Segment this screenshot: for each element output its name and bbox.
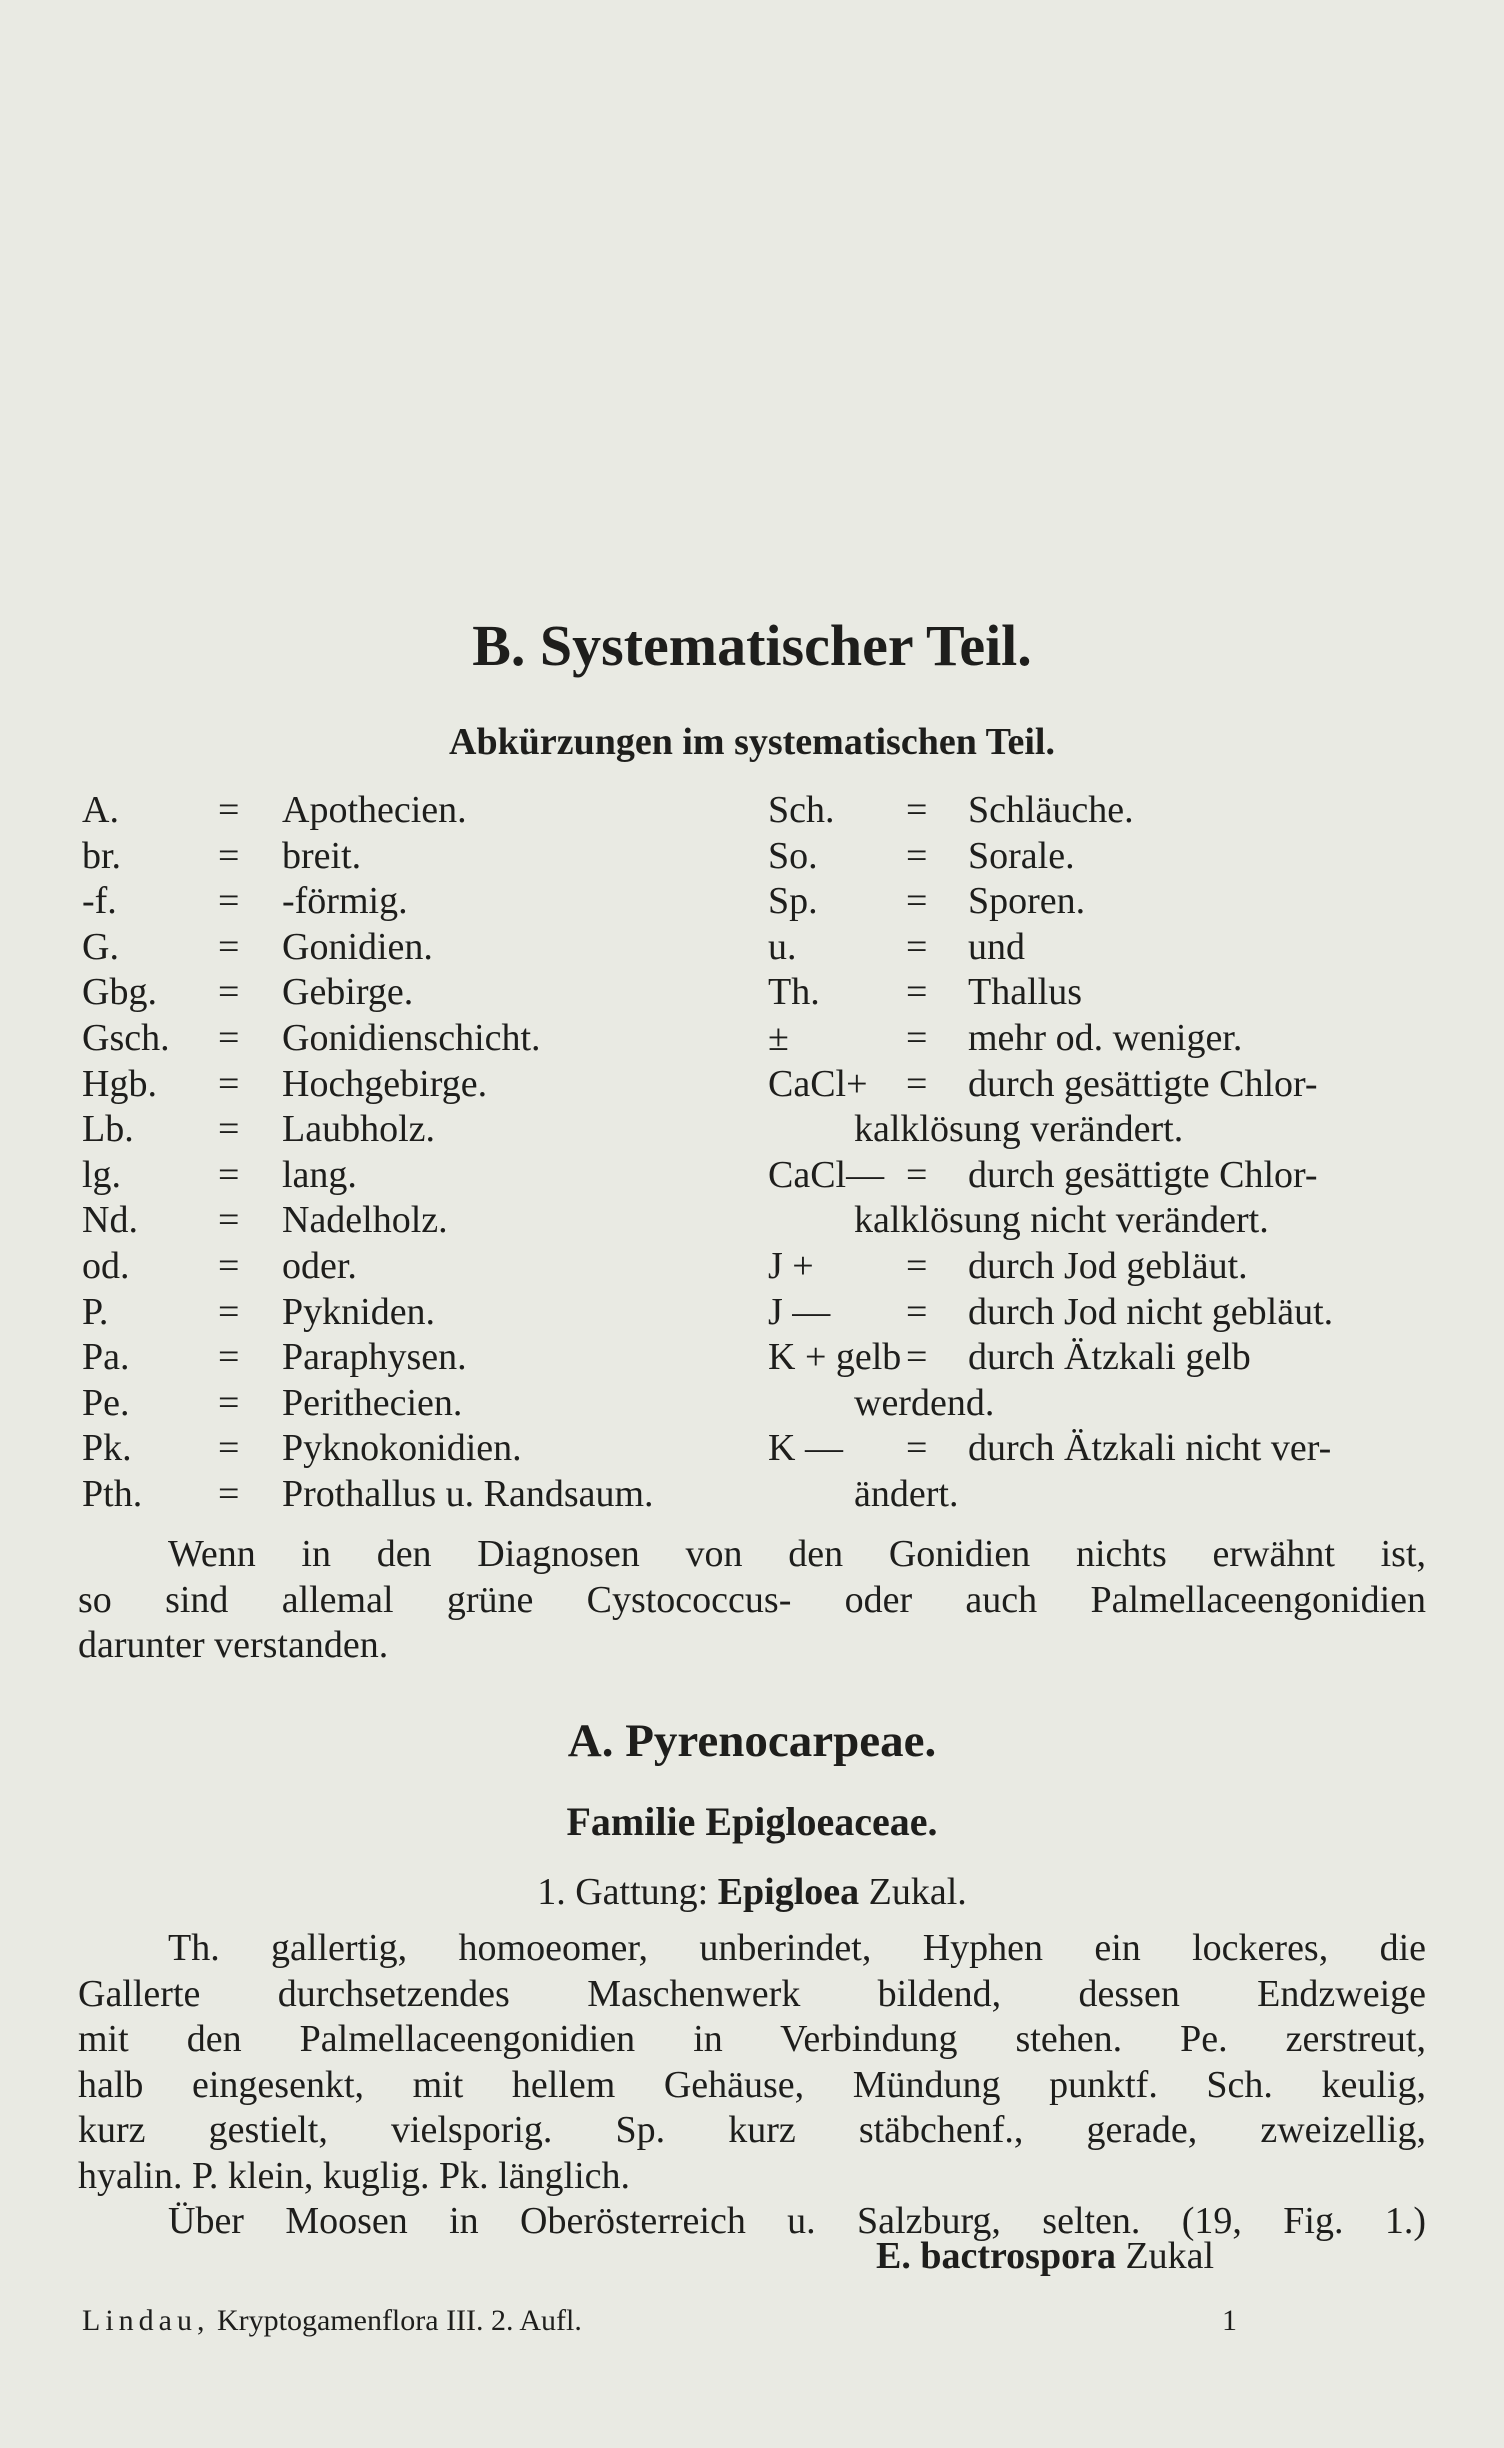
abbr-equals: = bbox=[218, 1427, 240, 1470]
abbr-key: Hgb. bbox=[82, 1062, 157, 1105]
abbr-meaning: Gonidienschicht. bbox=[282, 1017, 541, 1059]
description-line: Th. gallertig, homoeomer, unberindet, Hyphen ein lockeres, die bbox=[168, 1927, 1426, 1969]
abbr-equals: = bbox=[906, 789, 928, 831]
abbr-meaning-continued: ändert. bbox=[854, 1473, 959, 1515]
abbr-meaning: durch Ätzkali nicht ver- bbox=[968, 1427, 1332, 1470]
abbr-meaning: breit. bbox=[282, 834, 362, 877]
abbr-key: A. bbox=[82, 789, 119, 831]
abbr-equals: = bbox=[218, 834, 240, 877]
abbreviation-row bbox=[0, 788, 1504, 834]
gonidia-note bbox=[78, 1532, 1426, 1669]
abbreviation-row bbox=[0, 1244, 1504, 1290]
note-line: Wenn in den Diagnosen von den Gonidien nichts erwähnt ist, bbox=[168, 1533, 1426, 1575]
abbr-equals: = bbox=[906, 1153, 928, 1196]
page-number: 1 bbox=[1222, 2304, 1237, 2337]
abbreviation-row bbox=[0, 1062, 1504, 1108]
abbr-meaning: Gonidien. bbox=[282, 925, 433, 968]
abbreviation-row bbox=[0, 925, 1504, 971]
abbreviation-row bbox=[0, 1472, 1504, 1518]
abbr-meaning: und bbox=[968, 925, 1025, 968]
abbr-key: br. bbox=[82, 834, 122, 877]
description-line: kurz gestielt, vielsporig. Sp. kurz stäbchenf., gerade, zweizellig, bbox=[78, 2109, 1426, 2151]
abbreviations-heading: Abkürzungen im systematischen Teil. bbox=[449, 721, 1055, 763]
abbr-key: Gbg. bbox=[82, 971, 157, 1014]
abbr-equals: = bbox=[906, 834, 928, 877]
section-title: A. Pyrenocarpeae. bbox=[567, 1715, 937, 1767]
abbreviation-row bbox=[0, 1290, 1504, 1336]
abbr-equals: = bbox=[906, 1427, 928, 1470]
description-line: mit den Palmellaceengonidien in Verbindung stehen. Pe. zerstreut, bbox=[78, 2018, 1426, 2060]
abbr-key: J — bbox=[768, 1290, 831, 1333]
genus-name: Epigloea bbox=[717, 1871, 860, 1913]
abbreviation-row bbox=[0, 1107, 1504, 1153]
abbr-key: Pa. bbox=[82, 1336, 130, 1379]
abbr-equals: = bbox=[218, 1153, 240, 1196]
abbreviation-row bbox=[0, 1381, 1504, 1427]
genus-description bbox=[78, 1926, 1426, 2245]
abbr-key: CaCl— bbox=[768, 1153, 885, 1196]
abbr-meaning: Pyknokonidien. bbox=[282, 1427, 522, 1470]
abbr-meaning-continued: werdend. bbox=[854, 1381, 995, 1424]
note-line: so sind allemal grüne Cystococcus- oder auch Palmellaceengonidien bbox=[78, 1578, 1426, 1621]
abbr-meaning-continued: kalklösung verändert. bbox=[854, 1108, 1184, 1151]
abbr-meaning-continued: kalklösung nicht verändert. bbox=[854, 1199, 1269, 1242]
abbr-equals: = bbox=[906, 971, 928, 1014]
abbr-equals: = bbox=[218, 1062, 240, 1105]
abbr-equals: = bbox=[906, 1062, 928, 1105]
abbr-key: CaCl+ bbox=[768, 1062, 868, 1105]
note-line: darunter verstanden. bbox=[78, 1624, 389, 1666]
abbr-key: Lb. bbox=[82, 1108, 134, 1151]
abbr-meaning: Sorale. bbox=[968, 834, 1075, 877]
abbr-meaning: Pykniden. bbox=[282, 1290, 436, 1333]
abbr-meaning: mehr od. weniger. bbox=[968, 1017, 1243, 1059]
genus-author: Zukal. bbox=[868, 1871, 967, 1913]
abbr-key: G. bbox=[82, 925, 119, 968]
abbreviation-row bbox=[0, 1016, 1504, 1062]
abbr-key: -f. bbox=[82, 880, 117, 923]
abbreviation-row bbox=[0, 970, 1504, 1016]
family-title: Familie Epigloeaceae. bbox=[566, 1799, 938, 1844]
species-author: Zukal bbox=[1125, 2235, 1215, 2277]
abbr-key: Sch. bbox=[768, 789, 835, 831]
abbr-equals: = bbox=[218, 1473, 240, 1515]
abbr-meaning: Paraphysen. bbox=[282, 1336, 467, 1379]
abbr-meaning: durch Jod gebläut. bbox=[968, 1245, 1248, 1287]
abbreviation-row bbox=[0, 834, 1504, 880]
abbr-meaning: -förmig. bbox=[282, 880, 408, 923]
abbreviation-row bbox=[0, 1153, 1504, 1199]
abbr-key: Pe. bbox=[82, 1381, 130, 1424]
abbr-equals: = bbox=[218, 1199, 240, 1242]
abbr-meaning: durch gesättigte Chlor- bbox=[968, 1062, 1318, 1105]
species-entry bbox=[876, 2234, 1214, 2278]
description-line: hyalin. P. klein, kuglig. Pk. länglich. bbox=[78, 2154, 631, 2197]
abbr-key: Pth. bbox=[82, 1473, 143, 1515]
abbr-key: Th. bbox=[768, 971, 820, 1014]
abbr-equals: = bbox=[906, 1336, 928, 1379]
abbr-key: lg. bbox=[82, 1153, 122, 1196]
abbr-equals: = bbox=[218, 1245, 240, 1287]
abbr-key: So. bbox=[768, 834, 818, 877]
abbreviation-row bbox=[0, 1426, 1504, 1472]
habitat-line: Über Moosen in Oberösterreich u. Salzburg, selten. (19, Fig. 1.) bbox=[168, 2200, 1426, 2242]
abbreviation-row bbox=[0, 1198, 1504, 1244]
abbreviation-row bbox=[0, 1335, 1504, 1381]
abbr-equals: = bbox=[218, 1381, 240, 1424]
description-line: halb eingesenkt, mit hellem Gehäuse, Mündung punktf. Sch. keulig, bbox=[78, 2063, 1426, 2106]
abbr-equals: = bbox=[218, 1290, 240, 1333]
abbr-meaning: Nadelholz. bbox=[282, 1199, 448, 1242]
abbr-meaning: durch Ätzkali gelb bbox=[968, 1336, 1251, 1379]
description-line: Gallerte durchsetzendes Maschenwerk bildend, dessen Endzweige bbox=[78, 1972, 1426, 2015]
genus-prefix: 1. Gattung: bbox=[537, 1871, 709, 1913]
abbr-key: od. bbox=[82, 1245, 130, 1287]
genus-title bbox=[0, 1870, 1504, 1914]
abbr-key: Pk. bbox=[82, 1427, 132, 1470]
abbr-meaning: Hochgebirge. bbox=[282, 1062, 488, 1105]
abbr-equals: = bbox=[906, 880, 928, 923]
bleed-through-texture bbox=[70, 60, 1430, 197]
abbr-key: Nd. bbox=[82, 1199, 138, 1242]
abbr-key: u. bbox=[768, 925, 797, 968]
abbr-key: K — bbox=[768, 1427, 843, 1470]
abbr-key: ± bbox=[768, 1017, 789, 1059]
species-name: E. bactrospora bbox=[876, 2235, 1116, 2277]
abbr-meaning: lang. bbox=[282, 1153, 357, 1196]
abbr-equals: = bbox=[906, 1245, 928, 1287]
abbr-key: Sp. bbox=[768, 880, 818, 923]
abbr-meaning: Prothallus u. Randsaum. bbox=[282, 1473, 654, 1515]
abbr-meaning: Thallus bbox=[968, 971, 1082, 1014]
abbr-meaning: durch gesättigte Chlor- bbox=[968, 1153, 1318, 1196]
abbr-key: J + bbox=[768, 1245, 814, 1287]
abbr-key: P. bbox=[82, 1290, 109, 1333]
page-footer bbox=[82, 2304, 582, 2338]
abbr-equals: = bbox=[218, 880, 240, 923]
abbr-equals: = bbox=[218, 971, 240, 1014]
footer-work: Kryptogamenflora III. 2. Aufl. bbox=[216, 2304, 582, 2337]
page-title: B. Systematischer Teil. bbox=[472, 613, 1032, 678]
footer-author: Lindau, bbox=[82, 2304, 210, 2337]
abbr-meaning: Sporen. bbox=[968, 880, 1086, 923]
abbr-meaning: oder. bbox=[282, 1245, 357, 1287]
abbr-meaning: Perithecien. bbox=[282, 1381, 463, 1424]
abbr-key: Gsch. bbox=[82, 1017, 170, 1059]
abbr-equals: = bbox=[218, 925, 240, 968]
abbr-meaning: Laubholz. bbox=[282, 1108, 436, 1151]
abbr-equals: = bbox=[906, 1017, 928, 1059]
abbr-equals: = bbox=[218, 1108, 240, 1151]
abbr-meaning: Schläuche. bbox=[968, 789, 1134, 831]
abbr-key: K + gelb bbox=[768, 1336, 902, 1379]
abbr-equals: = bbox=[218, 789, 240, 831]
abbr-equals: = bbox=[906, 925, 928, 968]
abbr-equals: = bbox=[218, 1017, 240, 1059]
abbr-meaning: Gebirge. bbox=[282, 971, 414, 1014]
abbr-equals: = bbox=[218, 1336, 240, 1379]
abbr-meaning: durch Jod nicht gebläut. bbox=[968, 1290, 1334, 1333]
abbreviation-row bbox=[0, 879, 1504, 925]
abbr-equals: = bbox=[906, 1290, 928, 1333]
abbr-meaning: Apothecien. bbox=[282, 789, 467, 831]
